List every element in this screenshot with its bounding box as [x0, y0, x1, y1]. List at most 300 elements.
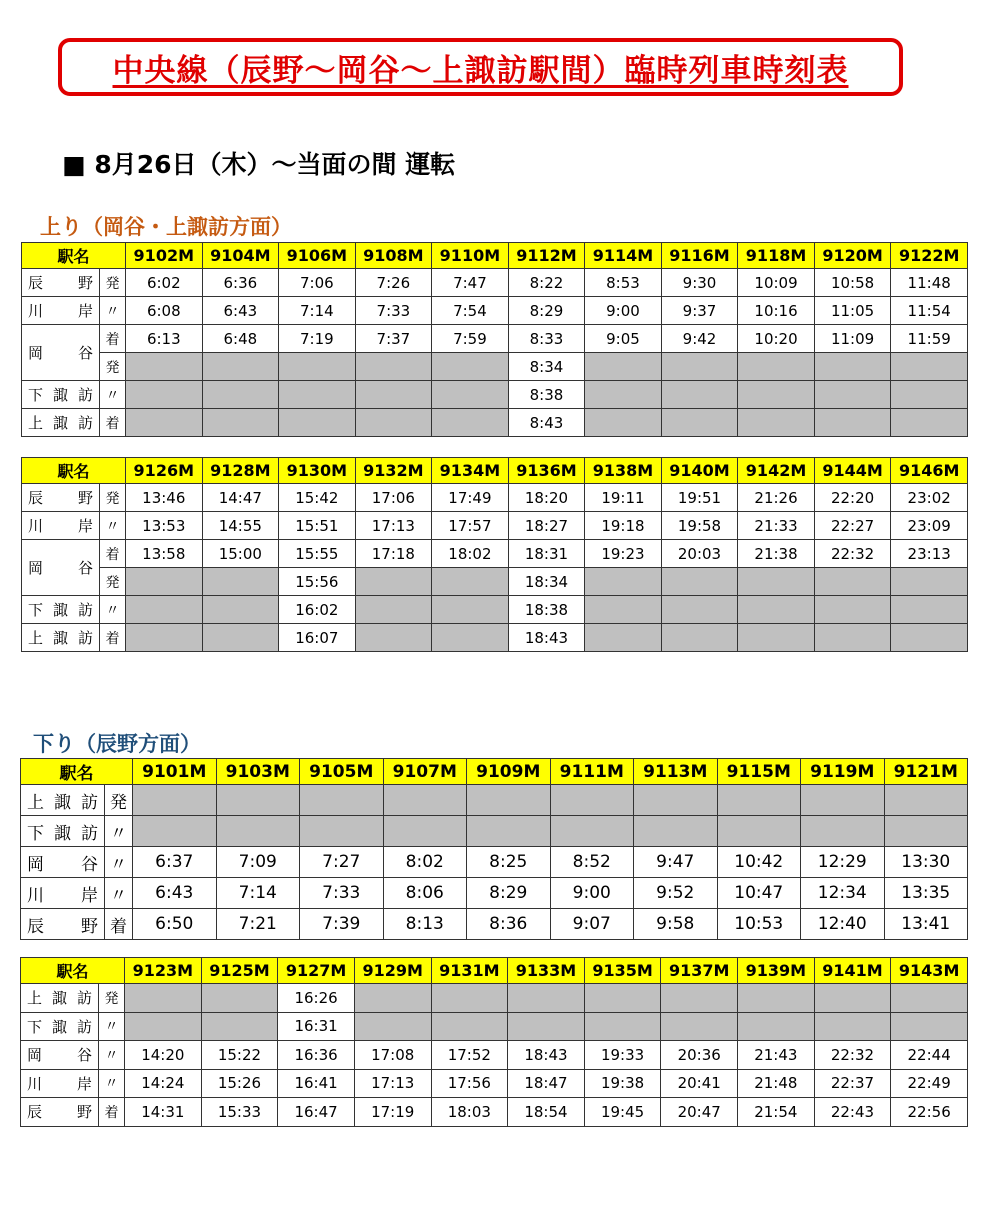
- time-cell: 6:48: [202, 325, 279, 353]
- time-cell: [634, 785, 718, 816]
- time-cell: 12:29: [801, 847, 885, 878]
- time-cell: 15:22: [201, 1041, 278, 1070]
- time-cell: [126, 596, 203, 624]
- time-cell: [814, 409, 891, 437]
- time-cell: 20:36: [661, 1041, 738, 1070]
- time-cell: 9:37: [661, 297, 738, 325]
- time-cell: 19:33: [584, 1041, 661, 1070]
- time-cell: 9:42: [661, 325, 738, 353]
- train-number: 9129M: [354, 958, 431, 984]
- time-cell: 8:06: [383, 878, 467, 909]
- time-cell: 9:00: [550, 878, 634, 909]
- time-cell: 15:26: [201, 1069, 278, 1098]
- time-cell: [202, 596, 279, 624]
- train-number: 9120M: [814, 243, 891, 269]
- time-cell: 13:30: [884, 847, 968, 878]
- timetable-row: [21, 1041, 968, 1070]
- time-cell: 11:59: [891, 325, 968, 353]
- time-cell: [125, 984, 202, 1013]
- time-cell: [661, 568, 738, 596]
- time-cell: 10:58: [814, 269, 891, 297]
- time-cell: 19:18: [585, 512, 662, 540]
- train-number: 9123M: [125, 958, 202, 984]
- train-number: 9101M: [133, 759, 217, 785]
- arr-dep-mark: 着: [99, 1098, 125, 1127]
- train-number: 9116M: [661, 243, 738, 269]
- timetable-row: [22, 540, 968, 568]
- time-cell: 22:32: [814, 1041, 891, 1070]
- time-cell: 8:29: [467, 878, 551, 909]
- time-cell: 21:33: [738, 512, 815, 540]
- station-name: 下諏訪: [22, 381, 100, 409]
- arr-dep-mark: 〃: [105, 847, 133, 878]
- timetable-up-morning: [21, 242, 968, 437]
- time-cell: 6:50: [133, 909, 217, 940]
- time-cell: 19:45: [584, 1098, 661, 1127]
- train-number: 9107M: [383, 759, 467, 785]
- time-cell: 15:33: [201, 1098, 278, 1127]
- time-cell: [431, 984, 508, 1013]
- time-cell: [354, 984, 431, 1013]
- train-number: 9112M: [508, 243, 585, 269]
- time-cell: [801, 785, 885, 816]
- time-cell: [738, 568, 815, 596]
- timetable-row: [21, 878, 968, 909]
- time-cell: 10:16: [738, 297, 815, 325]
- time-cell: 22:56: [891, 1098, 968, 1127]
- arr-dep-mark: 発: [100, 568, 126, 596]
- time-cell: [202, 381, 279, 409]
- time-cell: 9:05: [585, 325, 662, 353]
- time-cell: 15:00: [202, 540, 279, 568]
- time-cell: [584, 1012, 661, 1041]
- time-cell: [202, 568, 279, 596]
- time-cell: 19:58: [661, 512, 738, 540]
- time-cell: 15:56: [279, 568, 356, 596]
- time-cell: 9:52: [634, 878, 718, 909]
- up-direction-label: 上り（岡谷・上諏訪方面）: [40, 215, 292, 239]
- time-cell: 7:09: [216, 847, 300, 878]
- train-number: 9122M: [891, 243, 968, 269]
- timetable-row: [22, 381, 968, 409]
- train-number: 9137M: [661, 958, 738, 984]
- train-number: 9141M: [814, 958, 891, 984]
- arr-dep-mark: 着: [100, 624, 126, 652]
- time-cell: 9:47: [634, 847, 718, 878]
- time-cell: [355, 409, 432, 437]
- time-cell: 13:35: [884, 878, 968, 909]
- time-cell: 6:37: [133, 847, 217, 878]
- train-number: 9142M: [738, 458, 815, 484]
- time-cell: [355, 381, 432, 409]
- time-cell: [661, 1012, 738, 1041]
- timetable-row: [22, 624, 968, 652]
- time-cell: 8:29: [508, 297, 585, 325]
- time-cell: 15:51: [279, 512, 356, 540]
- time-cell: [279, 353, 356, 381]
- time-cell: [432, 624, 509, 652]
- time-cell: 16:02: [279, 596, 356, 624]
- time-cell: 14:55: [202, 512, 279, 540]
- time-cell: [216, 816, 300, 847]
- time-cell: [300, 785, 384, 816]
- train-number: 9106M: [279, 243, 356, 269]
- timetable-row: [21, 909, 968, 940]
- arr-dep-mark: 〃: [100, 381, 126, 409]
- time-cell: 17:56: [431, 1069, 508, 1098]
- time-cell: 8:34: [508, 353, 585, 381]
- time-cell: [891, 409, 968, 437]
- arr-dep-mark: 〃: [100, 512, 126, 540]
- time-cell: 12:40: [801, 909, 885, 940]
- time-cell: 21:48: [738, 1069, 815, 1098]
- time-cell: [884, 785, 968, 816]
- time-cell: 8:38: [508, 381, 585, 409]
- time-cell: 16:31: [278, 1012, 355, 1041]
- train-number: 9109M: [467, 759, 551, 785]
- station-name: 岡谷: [22, 325, 100, 381]
- timetable-row: [22, 297, 968, 325]
- time-cell: 22:44: [891, 1041, 968, 1070]
- time-cell: 11:54: [891, 297, 968, 325]
- time-cell: [891, 1012, 968, 1041]
- page-title: 中央線（辰野～岡谷～上諏訪駅間）臨時列車時刻表: [112, 52, 849, 89]
- timetable-row: [21, 1069, 968, 1098]
- time-cell: [717, 816, 801, 847]
- time-cell: 14:24: [125, 1069, 202, 1098]
- time-cell: [891, 381, 968, 409]
- time-cell: 14:47: [202, 484, 279, 512]
- train-number: 9135M: [584, 958, 661, 984]
- time-cell: [661, 624, 738, 652]
- time-cell: [432, 568, 509, 596]
- time-cell: [508, 984, 585, 1013]
- arr-dep-mark: 〃: [100, 297, 126, 325]
- time-cell: [355, 624, 432, 652]
- station-name: 下諏訪: [21, 1012, 99, 1041]
- time-cell: 6:43: [133, 878, 217, 909]
- time-cell: 18:38: [508, 596, 585, 624]
- time-cell: 7:33: [300, 878, 384, 909]
- header-row: [21, 759, 968, 785]
- time-cell: [738, 624, 815, 652]
- time-cell: [431, 1012, 508, 1041]
- time-cell: 18:34: [508, 568, 585, 596]
- time-cell: [814, 1012, 891, 1041]
- time-cell: 13:58: [126, 540, 203, 568]
- train-number: 9139M: [738, 958, 815, 984]
- time-cell: [584, 984, 661, 1013]
- time-cell: [717, 785, 801, 816]
- time-cell: [133, 785, 217, 816]
- time-cell: [279, 381, 356, 409]
- title-box: [58, 38, 903, 96]
- time-cell: 17:19: [354, 1098, 431, 1127]
- timetable-row: [22, 512, 968, 540]
- time-cell: 16:41: [278, 1069, 355, 1098]
- time-cell: 17:13: [354, 1069, 431, 1098]
- time-cell: [661, 353, 738, 381]
- station-header: 駅名: [21, 958, 125, 984]
- time-cell: [432, 381, 509, 409]
- time-cell: [585, 624, 662, 652]
- time-cell: 18:27: [508, 512, 585, 540]
- station-name: 辰野: [21, 909, 105, 940]
- time-cell: [661, 381, 738, 409]
- train-number: 9118M: [738, 243, 815, 269]
- arr-dep-mark: 〃: [105, 816, 133, 847]
- time-cell: [125, 1012, 202, 1041]
- time-cell: 22:43: [814, 1098, 891, 1127]
- time-cell: 15:55: [279, 540, 356, 568]
- time-cell: 7:39: [300, 909, 384, 940]
- timetable-row: [22, 269, 968, 297]
- time-cell: [738, 596, 815, 624]
- timetable-down-morning: [20, 758, 968, 940]
- time-cell: [216, 785, 300, 816]
- time-cell: [202, 624, 279, 652]
- time-cell: 20:03: [661, 540, 738, 568]
- time-cell: 11:09: [814, 325, 891, 353]
- time-cell: 19:38: [584, 1069, 661, 1098]
- time-cell: 7:26: [355, 269, 432, 297]
- time-cell: 6:02: [126, 269, 203, 297]
- time-cell: 17:52: [431, 1041, 508, 1070]
- time-cell: 22:37: [814, 1069, 891, 1098]
- train-number: 9134M: [432, 458, 509, 484]
- time-cell: 7:21: [216, 909, 300, 940]
- time-cell: 21:54: [738, 1098, 815, 1127]
- time-cell: [738, 353, 815, 381]
- time-cell: 9:58: [634, 909, 718, 940]
- time-cell: 8:52: [550, 847, 634, 878]
- time-cell: [738, 1012, 815, 1041]
- timetable-down-afternoon: [20, 957, 968, 1127]
- station-name: 上諏訪: [22, 409, 100, 437]
- time-cell: 16:47: [278, 1098, 355, 1127]
- station-name: 辰野: [22, 484, 100, 512]
- arr-dep-mark: 発: [105, 785, 133, 816]
- time-cell: 10:20: [738, 325, 815, 353]
- arr-dep-mark: 発: [100, 269, 126, 297]
- time-cell: 23:09: [891, 512, 968, 540]
- train-number: 9146M: [891, 458, 968, 484]
- train-number: 9102M: [126, 243, 203, 269]
- train-number: 9104M: [202, 243, 279, 269]
- time-cell: [738, 984, 815, 1013]
- arr-dep-mark: 〃: [105, 878, 133, 909]
- timetable-row: [21, 1012, 968, 1041]
- time-cell: 16:36: [278, 1041, 355, 1070]
- station-name: 上諏訪: [21, 984, 99, 1013]
- time-cell: [126, 381, 203, 409]
- time-cell: 10:42: [717, 847, 801, 878]
- time-cell: [814, 381, 891, 409]
- train-number: 9128M: [202, 458, 279, 484]
- time-cell: [279, 409, 356, 437]
- header-row: [22, 243, 968, 269]
- station-name: 川岸: [22, 512, 100, 540]
- train-number: 9121M: [884, 759, 968, 785]
- time-cell: [814, 624, 891, 652]
- time-cell: 18:20: [508, 484, 585, 512]
- time-cell: [884, 816, 968, 847]
- time-cell: 18:43: [508, 1041, 585, 1070]
- arr-dep-mark: 着: [105, 909, 133, 940]
- time-cell: [467, 785, 551, 816]
- time-cell: [133, 816, 217, 847]
- time-cell: 7:37: [355, 325, 432, 353]
- time-cell: 8:53: [585, 269, 662, 297]
- station-name: 下諏訪: [22, 596, 100, 624]
- train-number: 9132M: [355, 458, 432, 484]
- timetable-row: [21, 1098, 968, 1127]
- time-cell: 13:46: [126, 484, 203, 512]
- time-cell: 6:13: [126, 325, 203, 353]
- arr-dep-mark: 発: [100, 484, 126, 512]
- time-cell: [585, 568, 662, 596]
- time-cell: 8:36: [467, 909, 551, 940]
- train-number: 9127M: [278, 958, 355, 984]
- time-cell: 14:20: [125, 1041, 202, 1070]
- time-cell: [126, 353, 203, 381]
- time-cell: 18:02: [432, 540, 509, 568]
- train-number: 9108M: [355, 243, 432, 269]
- timetable-row: [22, 596, 968, 624]
- train-number: 9114M: [585, 243, 662, 269]
- time-cell: [891, 624, 968, 652]
- time-cell: [801, 816, 885, 847]
- train-number: 9126M: [126, 458, 203, 484]
- train-number: 9143M: [891, 958, 968, 984]
- time-cell: [550, 785, 634, 816]
- time-cell: 10:53: [717, 909, 801, 940]
- time-cell: [814, 568, 891, 596]
- time-cell: [661, 984, 738, 1013]
- time-cell: 7:14: [279, 297, 356, 325]
- time-cell: 7:06: [279, 269, 356, 297]
- time-cell: [814, 353, 891, 381]
- time-cell: 21:38: [738, 540, 815, 568]
- station-header: 駅名: [22, 458, 126, 484]
- down-direction-label: 下り（辰野方面）: [33, 732, 201, 756]
- time-cell: 7:33: [355, 297, 432, 325]
- time-cell: [891, 596, 968, 624]
- time-cell: 7:27: [300, 847, 384, 878]
- time-cell: 7:19: [279, 325, 356, 353]
- train-number: 9130M: [279, 458, 356, 484]
- time-cell: 20:47: [661, 1098, 738, 1127]
- header-row: [22, 458, 968, 484]
- timetable-row: [22, 484, 968, 512]
- time-cell: 6:36: [202, 269, 279, 297]
- time-cell: 15:42: [279, 484, 356, 512]
- time-cell: 19:23: [585, 540, 662, 568]
- arr-dep-mark: 発: [100, 353, 126, 381]
- train-number: 9115M: [717, 759, 801, 785]
- time-cell: 16:07: [279, 624, 356, 652]
- time-cell: 23:13: [891, 540, 968, 568]
- train-number: 9133M: [508, 958, 585, 984]
- station-name: 川岸: [21, 1069, 99, 1098]
- train-number: 9144M: [814, 458, 891, 484]
- operation-period: ■ 8月26日（木）～当面の間 運転: [62, 150, 456, 179]
- time-cell: 18:47: [508, 1069, 585, 1098]
- time-cell: 18:54: [508, 1098, 585, 1127]
- time-cell: [126, 409, 203, 437]
- time-cell: [355, 353, 432, 381]
- station-name: 上諏訪: [21, 785, 105, 816]
- time-cell: [354, 1012, 431, 1041]
- time-cell: [432, 596, 509, 624]
- time-cell: [383, 816, 467, 847]
- time-cell: 8:22: [508, 269, 585, 297]
- train-number: 9138M: [585, 458, 662, 484]
- time-cell: 18:43: [508, 624, 585, 652]
- time-cell: 6:43: [202, 297, 279, 325]
- time-cell: [202, 409, 279, 437]
- timetable-row: [22, 409, 968, 437]
- time-cell: 17:57: [432, 512, 509, 540]
- time-cell: [201, 1012, 278, 1041]
- time-cell: 7:59: [432, 325, 509, 353]
- train-number: 9111M: [550, 759, 634, 785]
- time-cell: [126, 624, 203, 652]
- time-cell: 14:31: [125, 1098, 202, 1127]
- time-cell: [661, 596, 738, 624]
- time-cell: [126, 568, 203, 596]
- timetable-row: [21, 816, 968, 847]
- time-cell: [355, 568, 432, 596]
- time-cell: 18:03: [431, 1098, 508, 1127]
- time-cell: 11:48: [891, 269, 968, 297]
- time-cell: 10:47: [717, 878, 801, 909]
- time-cell: 17:06: [355, 484, 432, 512]
- train-number: 9140M: [661, 458, 738, 484]
- time-cell: 23:02: [891, 484, 968, 512]
- arr-dep-mark: 〃: [99, 1041, 125, 1070]
- station-name: 下諏訪: [21, 816, 105, 847]
- time-cell: 17:18: [355, 540, 432, 568]
- time-cell: 7:54: [432, 297, 509, 325]
- time-cell: [585, 596, 662, 624]
- time-cell: [814, 984, 891, 1013]
- time-cell: [891, 568, 968, 596]
- time-cell: 22:20: [814, 484, 891, 512]
- time-cell: 12:34: [801, 878, 885, 909]
- train-number: 9125M: [201, 958, 278, 984]
- time-cell: 8:25: [467, 847, 551, 878]
- time-cell: [508, 1012, 585, 1041]
- time-cell: 13:53: [126, 512, 203, 540]
- time-cell: 8:02: [383, 847, 467, 878]
- train-number: 9105M: [300, 759, 384, 785]
- time-cell: 17:49: [432, 484, 509, 512]
- time-cell: 8:43: [508, 409, 585, 437]
- station-name: 岡谷: [21, 847, 105, 878]
- time-cell: 13:41: [884, 909, 968, 940]
- time-cell: 8:33: [508, 325, 585, 353]
- arr-dep-mark: 着: [100, 409, 126, 437]
- time-cell: 6:08: [126, 297, 203, 325]
- time-cell: 8:13: [383, 909, 467, 940]
- time-cell: 19:51: [661, 484, 738, 512]
- time-cell: [738, 381, 815, 409]
- timetable-row: [21, 785, 968, 816]
- time-cell: 17:13: [355, 512, 432, 540]
- time-cell: 9:07: [550, 909, 634, 940]
- time-cell: [201, 984, 278, 1013]
